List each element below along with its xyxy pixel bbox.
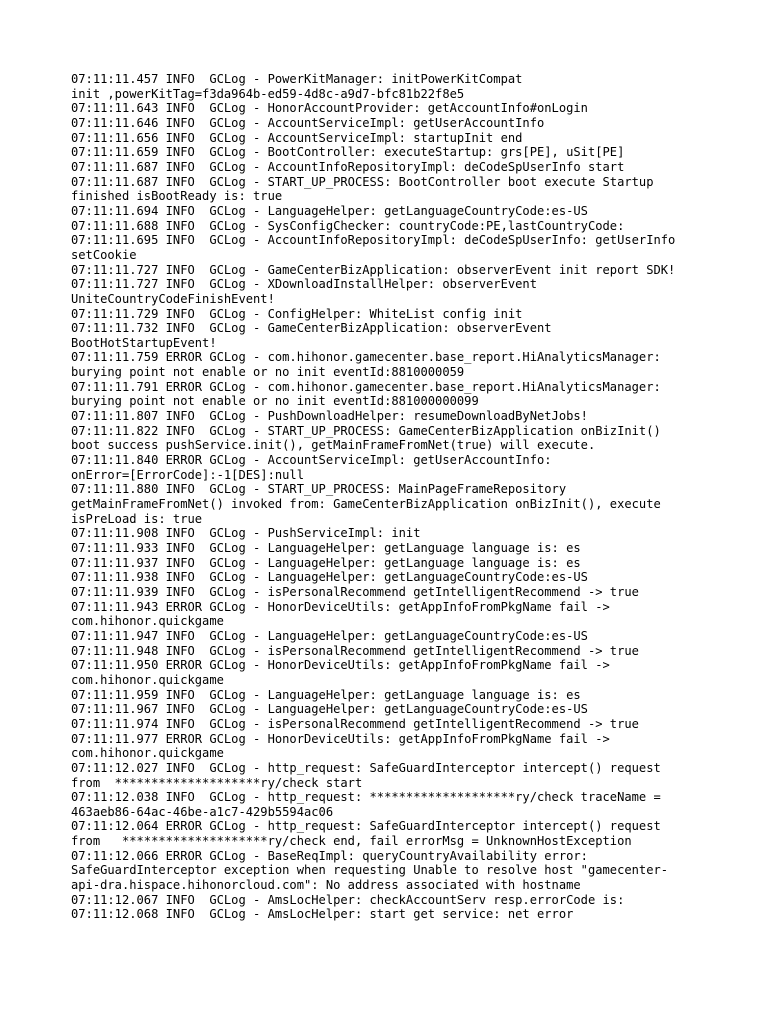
log-line: 07:11:11.938 INFO GCLog - LanguageHelper: getLanguageCountryCode:es-US [71, 570, 588, 585]
log-line: 07:11:12.067 INFO GCLog - AmsLocHelper: checkAccountServ resp.errorCode is: [71, 892, 625, 907]
log-line: 07:11:12.027 INFO GCLog - http_request: SafeGuardInterceptor intercept() request [71, 760, 661, 775]
log-line: 07:11:12.066 ERROR GCLog - BaseReqImpl: queryCountryAvailability error: [71, 848, 588, 863]
log-line: isPreLoad is: true [71, 511, 203, 526]
log-line: 07:11:11.807 INFO GCLog - PushDownloadHelper: resumeDownloadByNetJobs! [71, 409, 588, 424]
log-line: 07:11:11.948 INFO GCLog - isPersonalRecommend getIntelligentRecommend -> true [71, 643, 639, 658]
log-line: 07:11:12.038 INFO GCLog - http_request: ********************ry/check traceName = [71, 790, 661, 805]
log-line: 07:11:11.659 INFO GCLog - BootController: executeStartup: grs[PE], uSit[PE] [71, 145, 625, 160]
log-line: UniteCountryCodeFinishEvent! [71, 291, 275, 306]
log-line: 07:11:11.840 ERROR GCLog - AccountServiceImpl: getUserAccountInfo: [71, 453, 552, 468]
log-line: burying point not enable or no init eventId:8810000059 [71, 365, 465, 380]
log-line: 07:11:11.656 INFO GCLog - AccountServiceImpl: startupInit end [71, 130, 523, 145]
log-line: 463aeb86-64ac-46be-a1c7-429b5594ac06 [71, 804, 334, 819]
log-line: 07:11:11.967 INFO GCLog - LanguageHelper: getLanguageCountryCode:es-US [71, 702, 588, 717]
log-line: burying point not enable or no init eventId:881000000099 [71, 394, 479, 409]
log-line: com.hihonor.quickgame [71, 672, 224, 687]
log-line: 07:11:11.908 INFO GCLog - PushServiceImpl: init [71, 526, 421, 541]
log-line: SafeGuardInterceptor exception when requesting Unable to resolve host "gamecenter- [71, 863, 669, 878]
log-line: 07:11:11.974 INFO GCLog - isPersonalRecommend getIntelligentRecommend -> true [71, 716, 639, 731]
log-line: from ********************ry/check start [71, 775, 363, 790]
log-line: 07:11:11.939 INFO GCLog - isPersonalRecommend getIntelligentRecommend -> true [71, 584, 639, 599]
log-line: 07:11:11.933 INFO GCLog - LanguageHelper: getLanguage language is: es [71, 541, 581, 555]
log-line: onError=[ErrorCode]:-1[DES]:null [71, 467, 304, 482]
log-line: 07:11:11.727 INFO GCLog - GameCenterBizApplication: observerEvent init report SDK! [71, 262, 676, 277]
log-line: 07:11:11.937 INFO GCLog - LanguageHelper: getLanguage language is: es [71, 555, 581, 570]
log-line: getMainFrameFromNet() invoked from: GameCenterBizApplication onBizInit(), execute [71, 497, 661, 512]
log-line: setCookie [71, 247, 137, 262]
log-line: 07:11:12.068 INFO GCLog - AmsLocHelper: start get service: net error [71, 907, 574, 922]
log-line: 07:11:11.759 ERROR GCLog - com.hihonor.gamecenter.base_report.HiAnalyticsManager: [71, 350, 661, 365]
log-line: 07:11:11.687 INFO GCLog - START_UP_PROCESS: BootController boot execute Startup [71, 174, 654, 189]
log-line: 07:11:11.694 INFO GCLog - LanguageHelper: getLanguageCountryCode:es-US [71, 203, 588, 218]
log-line: 07:11:11.643 INFO GCLog - HonorAccountProvider: getAccountInfo#onLogin [71, 101, 588, 116]
log-line: finished isBootReady is: true [71, 189, 283, 204]
log-line: 07:11:11.822 INFO GCLog - START_UP_PROCESS: GameCenterBizApplication onBizInit() [71, 423, 661, 438]
log-line: com.hihonor.quickgame [71, 614, 224, 629]
log-line: 07:11:11.943 ERROR GCLog - HonorDeviceUtils: getAppInfoFromPkgName fail -> [71, 599, 610, 614]
log-line: 07:11:12.064 ERROR GCLog - http_request: SafeGuardInterceptor intercept() request [71, 819, 661, 834]
log-line: 07:11:11.880 INFO GCLog - START_UP_PROCESS: MainPageFrameRepository [71, 482, 567, 497]
log-line: boot success pushService.init(), getMainFrameFromNet(true) will execute. [71, 438, 596, 453]
log-line: com.hihonor.quickgame [71, 746, 224, 761]
log-line: 07:11:11.791 ERROR GCLog - com.hihonor.gamecenter.base_report.HiAnalyticsManager: [71, 379, 661, 394]
log-line: 07:11:11.727 INFO GCLog - XDownloadInstallHelper: observerEvent [71, 277, 537, 292]
log-line: 07:11:11.687 INFO GCLog - AccountInfoRepositoryImpl: deCodeSpUserInfo start [71, 159, 625, 174]
log-line: 07:11:11.732 INFO GCLog - GameCenterBizApplication: observerEvent [71, 321, 552, 336]
log-line: 07:11:11.950 ERROR GCLog - HonorDeviceUtils: getAppInfoFromPkgName fail -> [71, 658, 610, 673]
log-line: 07:11:11.977 ERROR GCLog - HonorDeviceUtils: getAppInfoFromPkgName fail -> [71, 731, 610, 746]
log-line: 07:11:11.646 INFO GCLog - AccountServiceImpl: getUserAccountInfo [71, 115, 545, 130]
log-line: init ,powerKitTag=f3da964b-ed59-4d8c-a9d7-bfc81b22f8e5 [71, 86, 465, 101]
log-line: 07:11:11.947 INFO GCLog - LanguageHelper: getLanguageCountryCode:es-US [71, 628, 588, 643]
log-line: from ********************ry/check end, fail errorMsg = UnknownHostException [71, 834, 632, 849]
log-line: BootHotStartupEvent! [71, 335, 217, 350]
log-text-block [71, 72, 761, 922]
log-line: 07:11:11.695 INFO GCLog - AccountInfoRepositoryImpl: deCodeSpUserInfo: getUserInfo [71, 233, 676, 248]
log-line: 07:11:11.688 INFO GCLog - SysConfigChecker: countryCode:PE,lastCountryCode: [71, 218, 625, 233]
log-line: 07:11:11.729 INFO GCLog - ConfigHelper: WhiteList config init [71, 306, 523, 321]
log-line: 07:11:11.959 INFO GCLog - LanguageHelper: getLanguage language is: es [71, 687, 581, 702]
log-line: 07:11:11.457 INFO GCLog - PowerKitManager: initPowerKitCompat [71, 72, 523, 86]
log-line: api-dra.hispace.hihonorcloud.com": No address associated with hostname [71, 878, 581, 893]
